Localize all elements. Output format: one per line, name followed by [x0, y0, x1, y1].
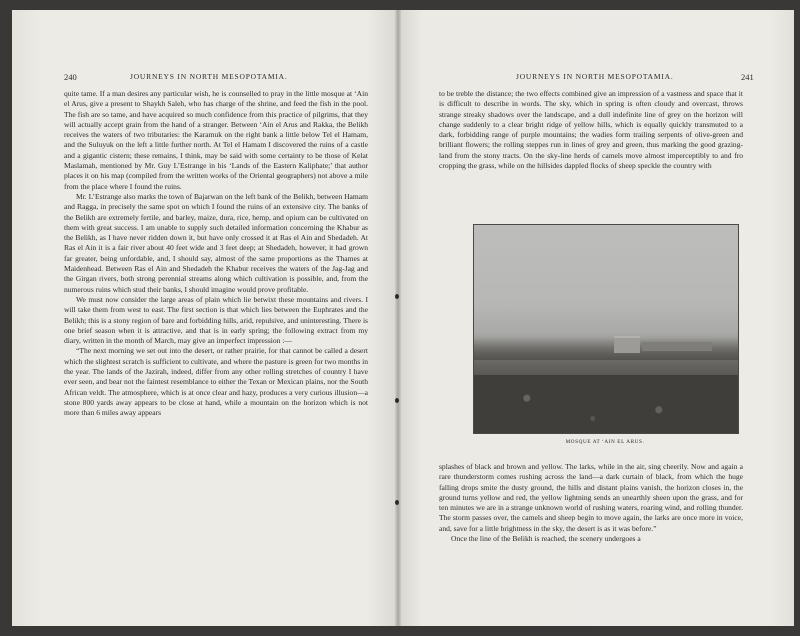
right-page-bottom-text [439, 462, 743, 544]
binding-hole [395, 398, 399, 403]
figure-caption: MOSQUE AT ‘AIN EL ARUS. [565, 439, 645, 445]
photo-foreground [474, 375, 738, 433]
paragraph: splashes of black and brown and yellow. The larks, while in the air, sing cheerily. Now and again a rare thunderstorm comes rushing across the land—a dark curtain of black, from which the huge falling drops smite the dusty ground, the hills and distant plains vanish, the horizon closes in, the ground turns yellow and red, the yellow lightning sends an unearthly sheen upon the grass, and for ten minutes we are in a strange unknown world of rushing waters, roaring wind, and rolling thunder. The storm passes over, the camels and sheep begin to move again, the larks are once more in voice, and, save for a little brightness in the sky, the desert is as it was before.” [439, 462, 743, 533]
photo-mosque-building [614, 336, 640, 353]
left-running-head: JOURNEYS IN NORTH MESOPOTAMIA. [130, 72, 288, 81]
paragraph: Mr. L’Estrange also marks the town of Bajarwan on the left bank of the Belikh, between Hamam and Ragga, in precisely the same spot on which I found the ruins of an extensive city. The banks of the Belikh are extremely fertile, and barley, maize, dura, rice, hemp, and opium can be cultivated on them with great success. I am unable to supply such detailed information concerning the Khabur as the Belikh, as I have never ridden down it, but have only crossed it at Ras el Ain and Shedadeh. At Ras el Ain it is a fair river about 40 feet wide and 3 feet deep; at Shedadeh, however, it had grown far greater, being unfordable, and, I should say, almost of the same proportions as the Thames at Maidenhead. Between Ras el Ain and Shedadeh the Khabur receives the waters of the Jag-Jag and the Girgan rivers, both strong perennial streams along which cultivation is possible, and, from the numerous ruins which stud their banks, I should imagine would prove profitable. [64, 191, 368, 294]
left-page-number: 240 [64, 72, 77, 82]
paragraph: “The next morning we set out into the desert, or rather prairie, for that cannot be called a desert which the slightest scratch is sufficient to cultivate, and where the pasture is green for two months in the year. The lands of the Jazirah, indeed, differ from any other rolling stretches of country I have ever seen, and bear not the faintest resemblance to either the Texan or Mexican plains, nor the South African veldt. The atmosphere, which is at once clear and hazy, produces a very curious illusion—a stone 800 yards away appears to be close at hand, while a mountain on the horizon which is not more than 6 miles away appears [64, 346, 368, 418]
right-running-head: JOURNEYS IN NORTH MESOPOTAMIA. [516, 72, 674, 81]
paragraph: We must now consider the large areas of plain which lie betwixt these mountains and rivers. I will take them from west to east. The first section is that which lies between the Euphrates and the Belikh; this is a stony region of bare and forbidding hills, arid, repulsive, and uninteresting. There is one brief season when it is attractive, and that is in early spring; the following extract from my diary, written in the month of March, may give an imperfect impression :— [64, 294, 368, 346]
paragraph: Once the line of the Belikh is reached, the scenery undergoes a [451, 534, 641, 544]
photo-wall [642, 342, 712, 351]
book-gutter [395, 10, 401, 626]
book-spread [12, 10, 794, 626]
binding-hole [395, 500, 399, 505]
binding-hole [395, 294, 399, 299]
right-page-number: 241 [741, 72, 754, 82]
left-page-body [64, 89, 368, 419]
right-page-top-text [439, 89, 743, 171]
left-page [12, 10, 398, 626]
paragraph: to be treble the distance; the two effects combined give an impression of a vastness and space that it is difficult to describe in words. The sky, which in spring is often cloudy and overcast, throws strange streaky shadows over the landscape, and a dull indefinite line of grey on the horizon will change suddenly to a clear bright ridge of yellow hills, which is equally quickly transmuted to a dark, forbidding range of purple mountains; the wadies form trailing serpents of olive-green and brilliant flowers; the rolling steppes run in lines of grey and green, thus marking the good grazing-land from the stony tracts. On the sky-line herds of camels move almost imperceptibly to and fro cropping the grass, while on the hillsides dappled flocks of sheep speckle the country with [439, 89, 743, 171]
paragraph: quite tame. If a man desires any particular wish, he is counselled to pray in the little mosque at ‘Ain el Arus, give a present to Shaykh Saleh, who has charge of the shrine, and feed the fish in the pool. The fish are so tame, and have acquired so much confidence from this practice of pilgrims, that they will actually accept grain from the hand of a stranger. Between ‘Ain el Arus and Rakka, the Belikh receives the waters of two tributaries: the Karamuk on the right bank a little below Tel el Hamam, and the Suluyuk on the left a little further north. At Tel el Hamam I discovered the ruins of a castle and a gigantic cistern; these remains, I think, may be said with some certainty to be those of Kelat Maslamah, mentioned by Mr. Guy L’Estrange in his ‘Lands of the Eastern Kaliphate;’ that author places it on his map (compiled from the written works of the Oriental geographers) not above a mile from the place where I found the ruins. [64, 89, 368, 191]
mosque-photograph [473, 224, 739, 434]
right-page [398, 10, 794, 626]
